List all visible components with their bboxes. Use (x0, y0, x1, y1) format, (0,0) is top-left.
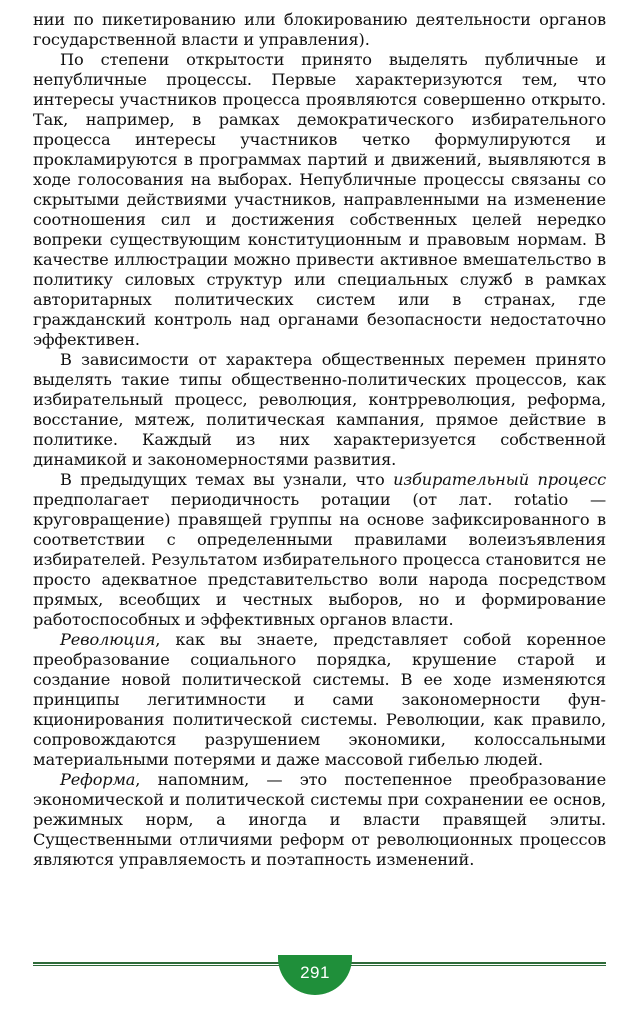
paragraph-5 (33, 630, 606, 770)
text-run: предполагает периодичность ротации (от лат. rotatio — круговращение) правящей группы на основе зафиксированного в соответствии с определенными правилами волеизъявления избирателей. Результатом избирательного процесса становится не просто адекватное представительство воли народа посредством прямых, всеобщих и честных выборов, но и формирование работоспособных и эффективных органов власти. (33, 490, 606, 629)
term-italic: избирательный процесс (393, 470, 606, 489)
text-run: В зависимости от характера общественных перемен принято выделять такие типы общественно-политических процессов, как избирательный процесс, революция, контрреволюция, реформа, восстание, мятеж, политическая кампания, прямое действие в политике. Каждый из них характеризуется собственной динамикой и закономерностями развития. (33, 350, 606, 469)
page-number: 291 (300, 963, 330, 982)
text-run: В предыдущих темах вы узнали, что (60, 470, 394, 489)
page-number-badge (278, 955, 352, 995)
term-italic: Реформа (60, 770, 136, 789)
text-run: нии по пикетированию или блокированию деятельности органов государственной власти и управления). (33, 10, 606, 49)
paragraph-6 (33, 770, 606, 870)
text-run: По степени открытости принято выделять публичные и непубличные процессы. Первые характеризуются тем, что интересы участников процесса проявляются совершенно открыто. Так, например, в рамках демократического избирательного процесса интересы участников четко формулируются и прокламируются в программах партий и движений, выявляются в ходе голосования на выборах. Непубличные процессы связаны со скрытыми действиями участников, направленными на изменение соотношения сил и достижения собственных целей нередко вопреки существующим конституционным и правовым нормам. В качестве иллюстрации можно привести активное вмешательство в политику силовых структур или специальных служб в рамках авторитарных политических систем или в странах, где гражданский контроль над органами безопасности недостаточно эффективен. (33, 50, 606, 349)
paragraph-1 (33, 10, 606, 50)
paragraph-2 (33, 50, 606, 350)
paragraph-3 (33, 350, 606, 470)
text-run: , как вы знаете, представляет собой коренное преобразование социального порядка, крушение старой и создание новой политической системы. В ее ходе изменяются принципы легитимности и сами закономерности функционирования политической системы. Революции, как правило, сопровождаются разрушением экономики, колоссальными материальными потерями и даже массовой гибелью людей. (33, 630, 606, 769)
paragraph-4 (33, 470, 606, 630)
text-run: , напомним, — это постепенное преобразование экономической и политической системы при сохранении ее основ, режимных норм, а иногда и власти правящей элиты. Существенными отличиями реформ от революционных процессов являются управляемость и поэтапность изменений. (33, 770, 606, 869)
page-body (33, 10, 606, 870)
term-italic: Революция (60, 630, 156, 649)
